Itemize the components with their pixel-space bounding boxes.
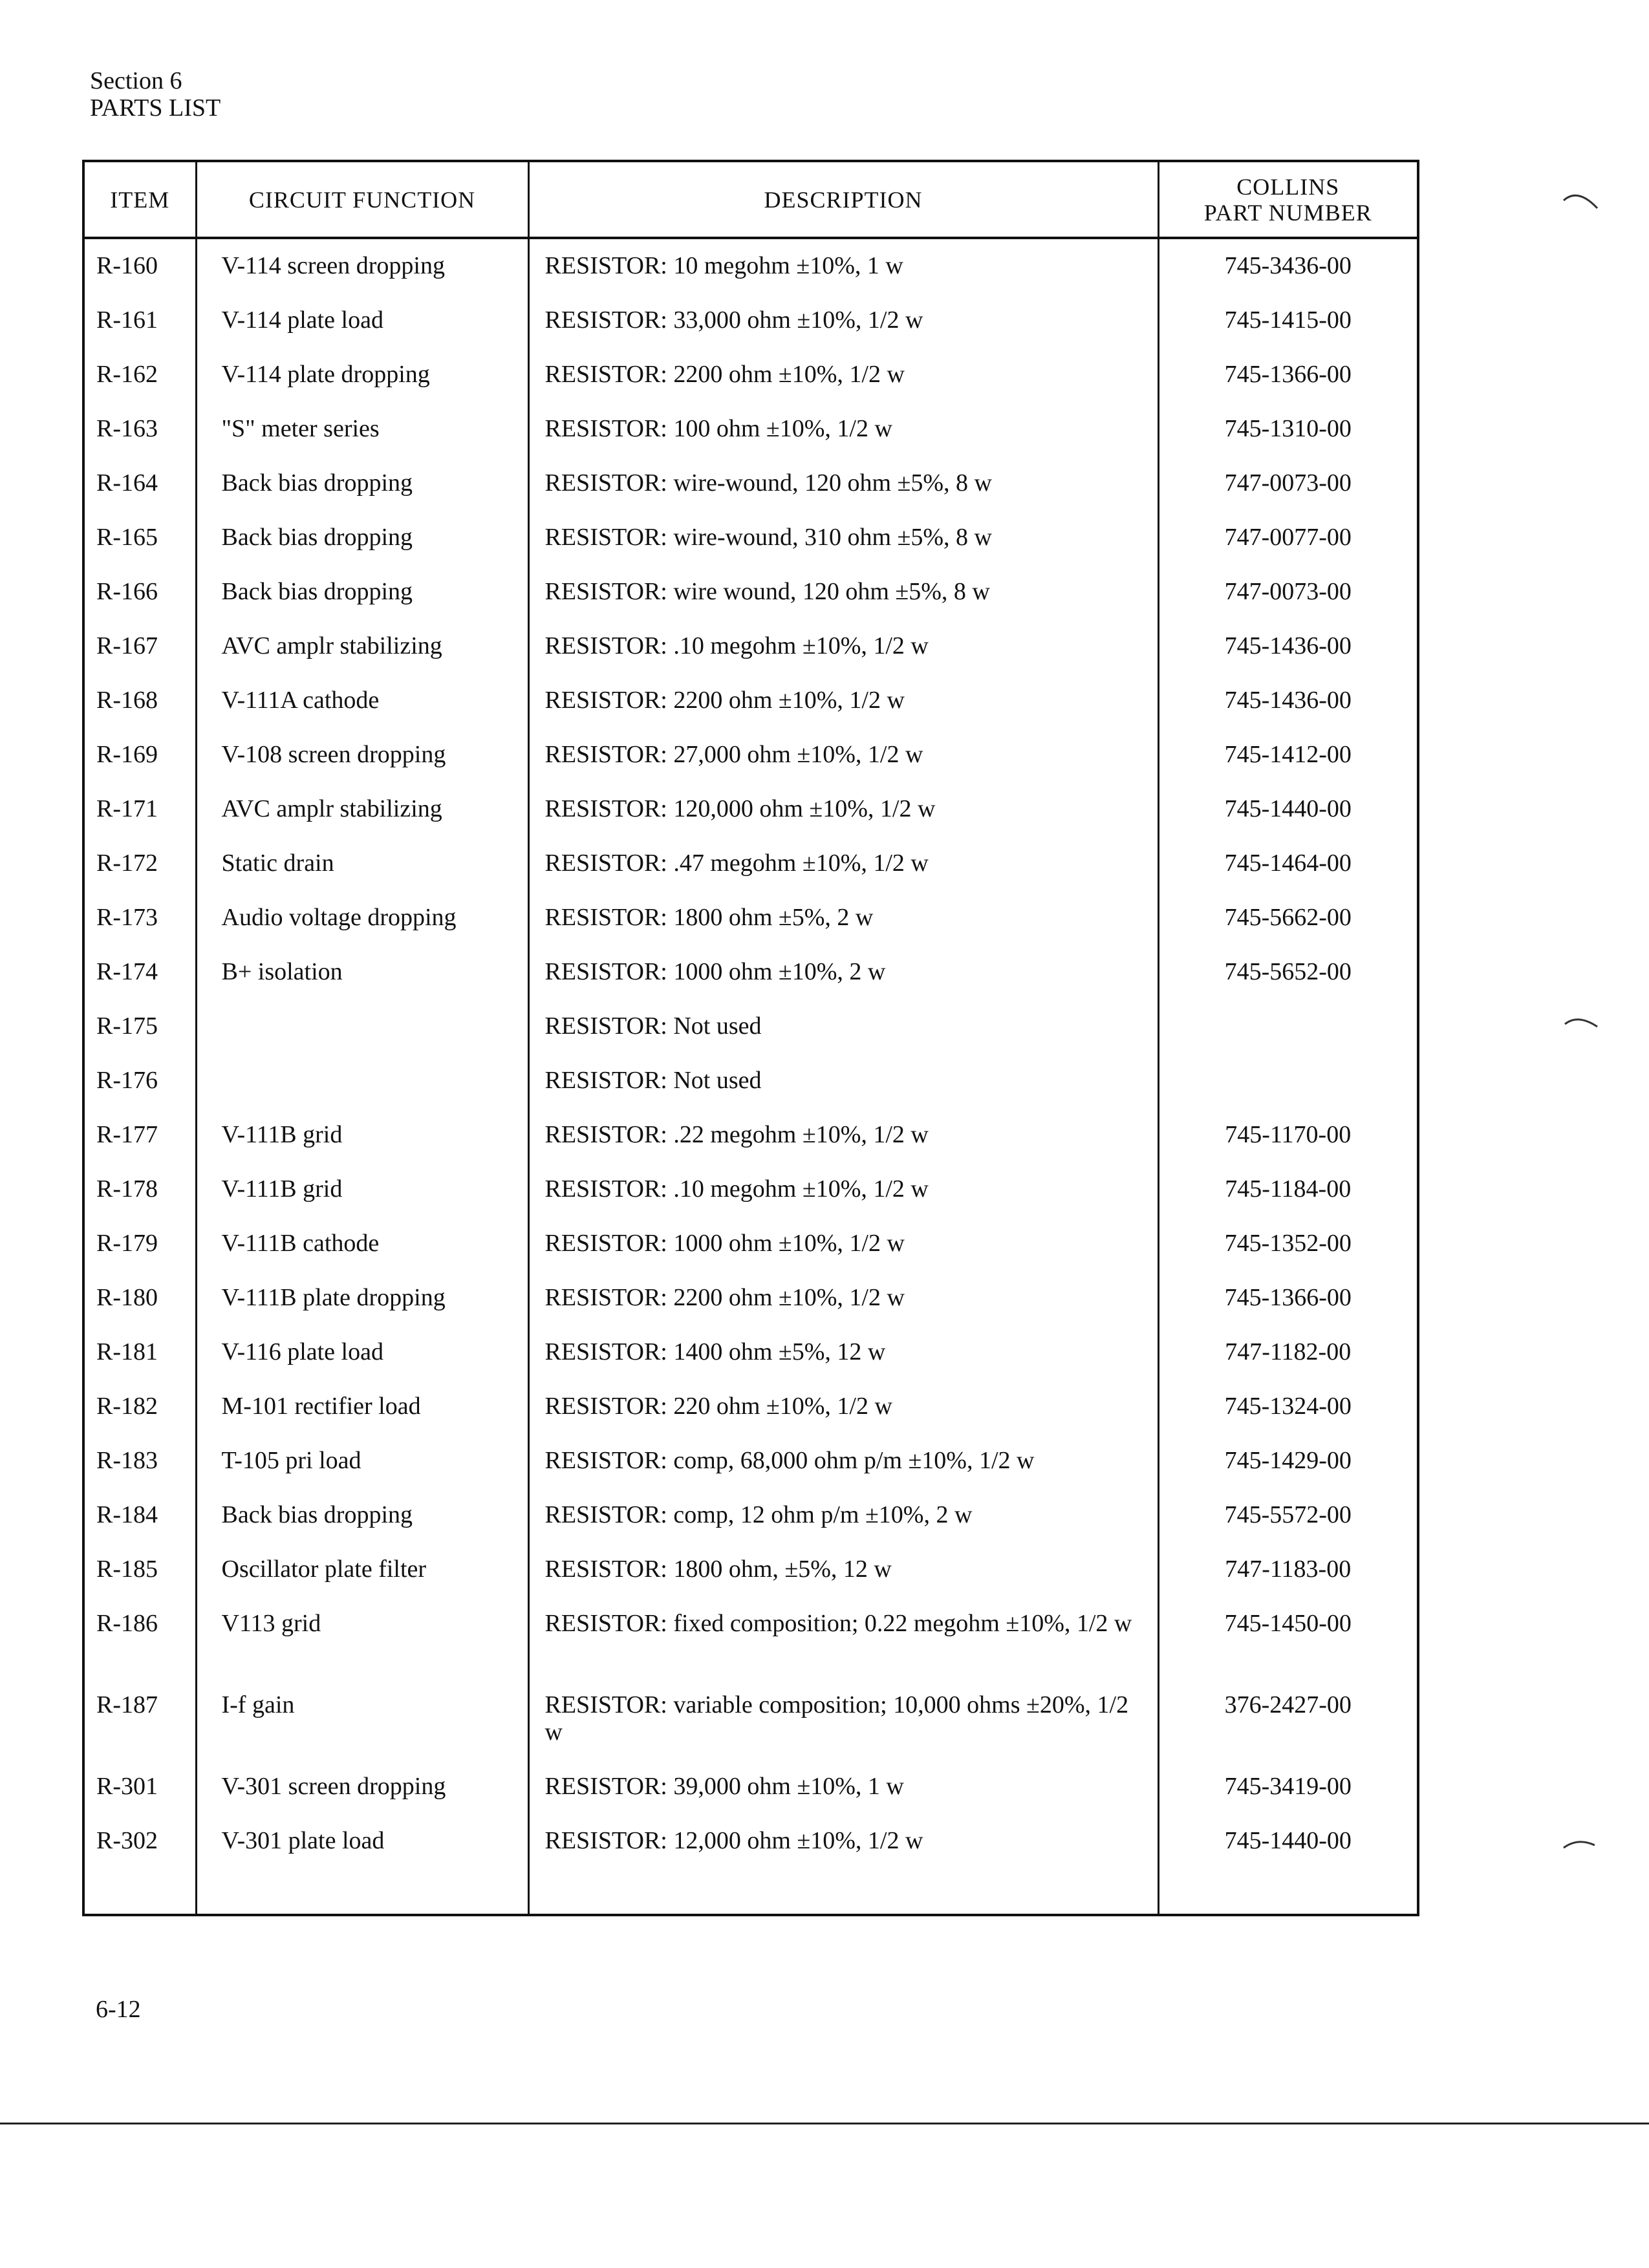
parts-list-table xyxy=(82,160,1419,1916)
binder-hole-mark-icon xyxy=(1558,1830,1610,1868)
description-cell: RESISTOR: comp, 12 ohm p/m ±10%, 2 w xyxy=(528,1488,1158,1543)
part-number-cell: 745-1366-00 xyxy=(1158,1271,1418,1325)
circuit-function-cell: V-301 plate load xyxy=(196,1814,528,1868)
page-header xyxy=(90,67,221,122)
description-cell: RESISTOR: 220 ohm ±10%, 1/2 w xyxy=(528,1380,1158,1434)
item-cell: R-163 xyxy=(83,402,196,456)
table-row xyxy=(83,1162,1418,1217)
page-title: PARTS LIST xyxy=(90,94,221,122)
item-cell: R-182 xyxy=(83,1380,196,1434)
table-filler-row xyxy=(83,1868,1418,1915)
description-cell: RESISTOR: 1800 ohm ±5%, 2 w xyxy=(528,891,1158,945)
item-cell: R-172 xyxy=(83,837,196,891)
circuit-function-cell: Audio voltage dropping xyxy=(196,891,528,945)
circuit-function-cell: V-301 screen dropping xyxy=(196,1760,528,1814)
table-row xyxy=(83,619,1418,674)
part-number-cell: 745-1415-00 xyxy=(1158,294,1418,348)
part-number-cell: 745-5572-00 xyxy=(1158,1488,1418,1543)
circuit-function-cell: V-111B grid xyxy=(196,1108,528,1162)
empty-cell xyxy=(1158,1868,1418,1915)
item-cell: R-177 xyxy=(83,1108,196,1162)
part-number-cell: 745-1352-00 xyxy=(1158,1217,1418,1271)
item-cell: R-161 xyxy=(83,294,196,348)
part-number-cell: 745-1440-00 xyxy=(1158,1814,1418,1868)
part-number-cell: 745-1450-00 xyxy=(1158,1597,1418,1678)
part-number-cell: 745-1412-00 xyxy=(1158,728,1418,782)
item-cell: R-178 xyxy=(83,1162,196,1217)
item-cell: R-181 xyxy=(83,1325,196,1380)
item-cell: R-160 xyxy=(83,238,196,294)
circuit-function-cell: Oscillator plate filter xyxy=(196,1543,528,1597)
page-bottom-rule xyxy=(0,2123,1649,2124)
circuit-function-cell: V-108 screen dropping xyxy=(196,728,528,782)
table-row xyxy=(83,1271,1418,1325)
description-cell: RESISTOR: variable composition; 10,000 ohms ±20%, 1/2 w xyxy=(528,1678,1158,1760)
circuit-function-cell: Back bias dropping xyxy=(196,456,528,511)
description-cell: RESISTOR: 12,000 ohm ±10%, 1/2 w xyxy=(528,1814,1158,1868)
circuit-function-cell xyxy=(196,1000,528,1054)
part-number-cell: 747-1182-00 xyxy=(1158,1325,1418,1380)
circuit-function-cell: AVC amplr stabilizing xyxy=(196,619,528,674)
table-row xyxy=(83,565,1418,619)
description-cell: RESISTOR: 10 megohm ±10%, 1 w xyxy=(528,238,1158,294)
circuit-function-cell: Back bias dropping xyxy=(196,511,528,565)
circuit-function-cell: V-114 plate dropping xyxy=(196,348,528,402)
part-number-cell: 745-1464-00 xyxy=(1158,837,1418,891)
section-label: Section 6 xyxy=(90,67,182,94)
part-number-cell: 745-1184-00 xyxy=(1158,1162,1418,1217)
circuit-function-cell: V-111A cathode xyxy=(196,674,528,728)
item-cell: R-184 xyxy=(83,1488,196,1543)
part-number-cell: 376-2427-00 xyxy=(1158,1678,1418,1760)
part-number-cell: 747-0077-00 xyxy=(1158,511,1418,565)
table-row xyxy=(83,294,1418,348)
item-cell: R-174 xyxy=(83,945,196,1000)
table-row xyxy=(83,1217,1418,1271)
part-number-cell: 745-1310-00 xyxy=(1158,402,1418,456)
table-row xyxy=(83,1000,1418,1054)
item-cell: R-176 xyxy=(83,1054,196,1108)
table-row xyxy=(83,1543,1418,1597)
column-header-item: ITEM xyxy=(83,161,196,238)
description-cell: RESISTOR: 1000 ohm ±10%, 2 w xyxy=(528,945,1158,1000)
circuit-function-cell: "S" meter series xyxy=(196,402,528,456)
item-cell: R-186 xyxy=(83,1597,196,1678)
part-number-cell: 747-0073-00 xyxy=(1158,456,1418,511)
description-cell: RESISTOR: 100 ohm ±10%, 1/2 w xyxy=(528,402,1158,456)
circuit-function-cell: V-111B plate dropping xyxy=(196,1271,528,1325)
circuit-function-cell: V-111B grid xyxy=(196,1162,528,1217)
description-cell: RESISTOR: .10 megohm ±10%, 1/2 w xyxy=(528,619,1158,674)
description-cell: RESISTOR: .22 megohm ±10%, 1/2 w xyxy=(528,1108,1158,1162)
part-number-cell: 745-1366-00 xyxy=(1158,348,1418,402)
item-cell: R-171 xyxy=(83,782,196,837)
description-cell: RESISTOR: 2200 ohm ±10%, 1/2 w xyxy=(528,1271,1158,1325)
description-cell: RESISTOR: .10 megohm ±10%, 1/2 w xyxy=(528,1162,1158,1217)
table-row xyxy=(83,402,1418,456)
item-cell: R-167 xyxy=(83,619,196,674)
item-cell: R-166 xyxy=(83,565,196,619)
table-row xyxy=(83,1434,1418,1488)
part-number-cell xyxy=(1158,1054,1418,1108)
table-row xyxy=(83,456,1418,511)
part-number-cell: 745-1436-00 xyxy=(1158,674,1418,728)
description-cell: RESISTOR: 1800 ohm, ±5%, 12 w xyxy=(528,1543,1158,1597)
item-cell: R-162 xyxy=(83,348,196,402)
description-cell: RESISTOR: fixed composition; 0.22 megohm ±10%, 1/2 w xyxy=(528,1597,1158,1678)
table-row xyxy=(83,1380,1418,1434)
item-cell: R-183 xyxy=(83,1434,196,1488)
table-row xyxy=(83,1760,1418,1814)
item-cell: R-187 xyxy=(83,1678,196,1760)
description-cell: RESISTOR: 120,000 ohm ±10%, 1/2 w xyxy=(528,782,1158,837)
table-row xyxy=(83,837,1418,891)
description-cell: RESISTOR: .47 megohm ±10%, 1/2 w xyxy=(528,837,1158,891)
empty-cell xyxy=(83,1868,196,1915)
column-header-description: DESCRIPTION xyxy=(528,161,1158,238)
circuit-function-cell: AVC amplr stabilizing xyxy=(196,782,528,837)
part-number-cell: 745-1324-00 xyxy=(1158,1380,1418,1434)
item-cell: R-175 xyxy=(83,1000,196,1054)
description-cell: RESISTOR: 1000 ohm ±10%, 1/2 w xyxy=(528,1217,1158,1271)
table-row xyxy=(83,238,1418,294)
description-cell: RESISTOR: wire-wound, 310 ohm ±5%, 8 w xyxy=(528,511,1158,565)
item-cell: R-165 xyxy=(83,511,196,565)
description-cell: RESISTOR: Not used xyxy=(528,1054,1158,1108)
circuit-function-cell xyxy=(196,1054,528,1108)
circuit-function-cell: V-116 plate load xyxy=(196,1325,528,1380)
table-row xyxy=(83,1325,1418,1380)
table-row xyxy=(83,945,1418,1000)
part-number-cell: 747-1183-00 xyxy=(1158,1543,1418,1597)
table-row xyxy=(83,1597,1418,1678)
description-cell: RESISTOR: 2200 ohm ±10%, 1/2 w xyxy=(528,348,1158,402)
binder-hole-mark-icon xyxy=(1558,1009,1610,1047)
description-cell: RESISTOR: 27,000 ohm ±10%, 1/2 w xyxy=(528,728,1158,782)
table-row xyxy=(83,1678,1418,1760)
table-row xyxy=(83,674,1418,728)
item-cell: R-302 xyxy=(83,1814,196,1868)
circuit-function-cell: V113 grid xyxy=(196,1597,528,1678)
table-row xyxy=(83,782,1418,837)
part-number-cell: 745-1440-00 xyxy=(1158,782,1418,837)
circuit-function-cell: V-114 screen dropping xyxy=(196,238,528,294)
description-cell: RESISTOR: Not used xyxy=(528,1000,1158,1054)
description-cell: RESISTOR: 33,000 ohm ±10%, 1/2 w xyxy=(528,294,1158,348)
item-cell: R-173 xyxy=(83,891,196,945)
part-number-cell: 745-5662-00 xyxy=(1158,891,1418,945)
circuit-function-cell: V-111B cathode xyxy=(196,1217,528,1271)
description-cell: RESISTOR: 2200 ohm ±10%, 1/2 w xyxy=(528,674,1158,728)
circuit-function-cell: I-f gain xyxy=(196,1678,528,1760)
item-cell: R-164 xyxy=(83,456,196,511)
item-cell: R-169 xyxy=(83,728,196,782)
circuit-function-cell: B+ isolation xyxy=(196,945,528,1000)
table-row xyxy=(83,1488,1418,1543)
part-number-cell: 745-5652-00 xyxy=(1158,945,1418,1000)
part-number-cell xyxy=(1158,1000,1418,1054)
column-header-part-number xyxy=(1158,161,1418,238)
empty-cell xyxy=(196,1868,528,1915)
part-number-cell: 745-1170-00 xyxy=(1158,1108,1418,1162)
page-number: 6-12 xyxy=(96,1996,141,2023)
table-row xyxy=(83,511,1418,565)
description-cell: RESISTOR: 1400 ohm ±5%, 12 w xyxy=(528,1325,1158,1380)
empty-cell xyxy=(528,1868,1158,1915)
description-cell: RESISTOR: 39,000 ohm ±10%, 1 w xyxy=(528,1760,1158,1814)
description-cell: RESISTOR: wire wound, 120 ohm ±5%, 8 w xyxy=(528,565,1158,619)
part-number-cell: 745-1436-00 xyxy=(1158,619,1418,674)
item-cell: R-185 xyxy=(83,1543,196,1597)
part-number-cell: 745-3419-00 xyxy=(1158,1760,1418,1814)
circuit-function-cell: V-114 plate load xyxy=(196,294,528,348)
item-cell: R-168 xyxy=(83,674,196,728)
table-header-row xyxy=(83,161,1418,238)
column-header-circuit-function: CIRCUIT FUNCTION xyxy=(196,161,528,238)
circuit-function-cell: Static drain xyxy=(196,837,528,891)
item-cell: R-301 xyxy=(83,1760,196,1814)
description-cell: RESISTOR: comp, 68,000 ohm p/m ±10%, 1/2 w xyxy=(528,1434,1158,1488)
table-row xyxy=(83,1054,1418,1108)
circuit-function-cell: Back bias dropping xyxy=(196,1488,528,1543)
table-row xyxy=(83,348,1418,402)
circuit-function-cell: Back bias dropping xyxy=(196,565,528,619)
table-row xyxy=(83,1814,1418,1868)
part-header-line2: PART NUMBER xyxy=(1203,199,1372,226)
circuit-function-cell: T-105 pri load xyxy=(196,1434,528,1488)
part-number-cell: 747-0073-00 xyxy=(1158,565,1418,619)
binder-hole-mark-icon xyxy=(1558,187,1610,226)
part-number-cell: 745-3436-00 xyxy=(1158,238,1418,294)
item-cell: R-180 xyxy=(83,1271,196,1325)
part-number-cell: 745-1429-00 xyxy=(1158,1434,1418,1488)
part-header-line1: COLLINS xyxy=(1236,173,1340,200)
table-row xyxy=(83,891,1418,945)
circuit-function-cell: M-101 rectifier load xyxy=(196,1380,528,1434)
table-row xyxy=(83,728,1418,782)
item-cell: R-179 xyxy=(83,1217,196,1271)
description-cell: RESISTOR: wire-wound, 120 ohm ±5%, 8 w xyxy=(528,456,1158,511)
table-row xyxy=(83,1108,1418,1162)
